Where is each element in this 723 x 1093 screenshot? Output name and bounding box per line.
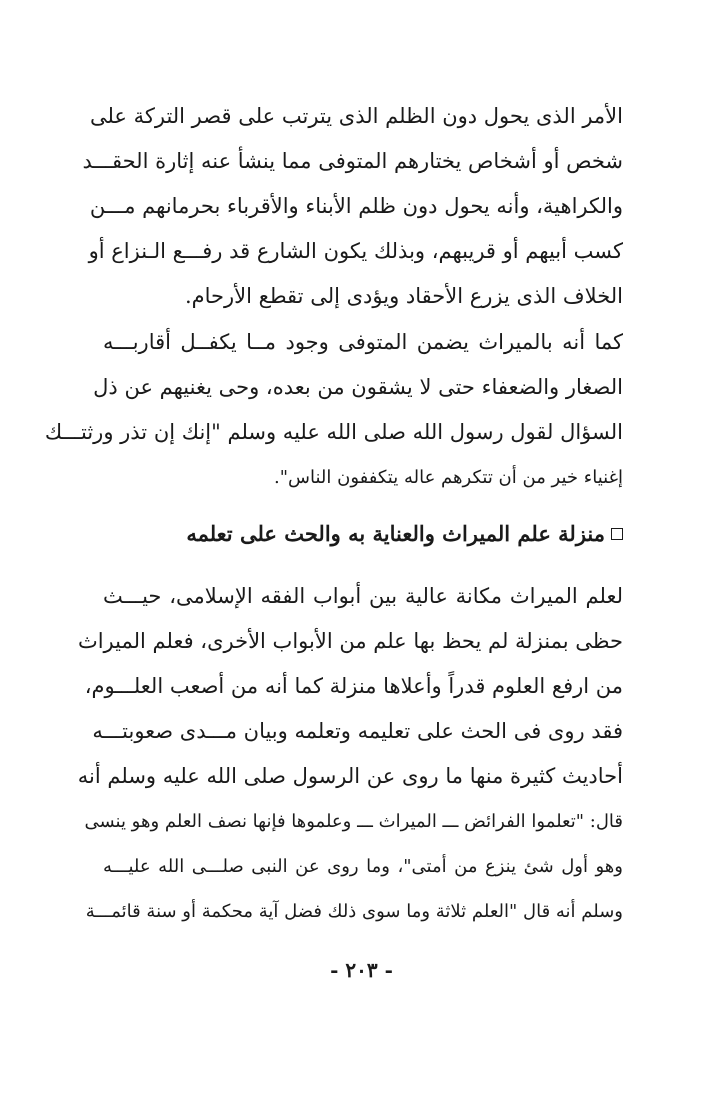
- paragraph-2-line-3: السؤال لقول رسول الله صلى الله عليه وسلم "إنك إن تذر ورثتـــك: [44, 420, 623, 444]
- paragraph-3-line-5: أحاديث كثيرة منها ما روى عن الرسول صلى الله عليه وسلم أنه: [77, 764, 623, 788]
- paragraph-3-line-3: من ارفع العلوم قدراً وأعلاها منزلة كما أنه من أصعب العلـــوم،: [84, 674, 623, 698]
- page-number: - ٢٠٣ -: [330, 958, 393, 982]
- paragraph-3-line-4: فقد روى فى الحث على تعليمه وتعلمه وبيان مـــدى صعوبتـــه: [92, 719, 623, 743]
- paragraph-1-line-4: كسب أبيهم أو قريبهم، وبذلك يكون الشارع قد رفـــع الـنزاع أو: [88, 239, 623, 263]
- paragraph-3-line-1: لعلم الميراث مكانة عالية بين أبواب الفقه الإسلامى، حيـــث: [103, 584, 623, 608]
- square-bullet-icon: [611, 528, 623, 540]
- paragraph-1-line-3: والكراهية، وأنه يحول دون ظلم الأبناء والأقرباء بحرمانهم مـــن: [89, 194, 623, 218]
- section-heading: [103, 512, 623, 556]
- paragraph-1-line-1: الأمر الذى يحول دون الظلم الذى يترتب على قصر التركة على: [89, 104, 623, 128]
- paragraph-2-line-2: الصغار والضعفاء حتى لا يشقون من بعده، وحى يغنيهم عن ذل: [93, 375, 623, 399]
- paragraph-1: [82, 94, 623, 319]
- paragraph-1-line-2: شخص أو أشخاص يختارهم المتوفى مما ينشأ عنه إثارة الحقـــد: [82, 149, 623, 173]
- paragraph-1-line-5: الخلاف الذى يزرع الأحقاد ويؤدى إلى تقطع الأرحام.: [184, 284, 623, 308]
- paragraph-3: [77, 574, 623, 934]
- section-heading-text: منزلة علم الميراث والعناية به والحث على تعلمه: [186, 521, 605, 546]
- paragraph-2-line-1: كما أنه بالميراث يضمن المتوفى وجود مــا يكفــل أقاربـــه: [103, 330, 623, 354]
- paragraph-3-line-6: قال: "تعلموا الفرائض ـــ الميراث ـــ وعلموها فإنها نصف العلم وهو ينسى: [84, 811, 623, 832]
- paragraph-3-line-8: وسلم أنه قال "العلم ثلاثة وما سوى ذلك فضل آية محكمة أو سنة قائمـــة: [85, 901, 623, 922]
- paragraph-2-line-4: إغنياء خير من أن تتكرهم عاله يتكففون الناس".: [274, 467, 623, 488]
- paragraph-2: [44, 320, 623, 500]
- paragraph-3-line-2: حظى بمنزلة لم يحظ بها علم من الأبواب الأخرى، فعلم الميراث: [77, 629, 623, 653]
- paragraph-3-line-7: وهو أول شئ ينزع من أمتى"، وما روى عن النبى صلـــى الله عليـــه: [103, 856, 623, 877]
